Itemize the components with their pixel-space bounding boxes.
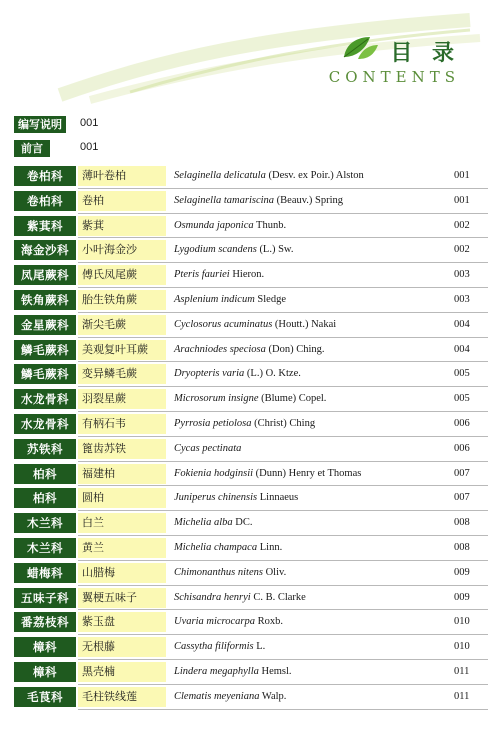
family-label: 紫萁科 <box>14 216 76 236</box>
latin-binomial: Schisandra henryi <box>174 591 251 603</box>
latin-binomial: Dryopteris varia <box>174 368 245 380</box>
page-number: 010 <box>454 641 470 653</box>
family-label: 毛茛科 <box>14 687 76 707</box>
scientific-name <box>174 191 343 211</box>
author-citation: Linn. <box>257 541 283 553</box>
scientific-name <box>174 588 306 608</box>
author-citation: C. B. Clarke <box>250 591 306 603</box>
scientific-name <box>174 340 325 360</box>
list-item[interactable] <box>14 338 488 363</box>
latin-binomial: Michelia champaca <box>174 541 258 553</box>
list-item[interactable] <box>14 263 488 288</box>
page-number: 001 <box>454 170 470 181</box>
page-number: 001 <box>454 194 470 206</box>
author-citation: (Houtt.) Nakai <box>272 318 337 330</box>
page-number: 010 <box>454 616 470 628</box>
page-number: 002 <box>454 244 470 256</box>
list-item[interactable] <box>14 486 488 511</box>
latin-binomial: Juniperus chinensis <box>174 492 258 504</box>
family-label: 柏科 <box>14 464 76 484</box>
list-item[interactable] <box>14 412 488 437</box>
list-item[interactable] <box>14 610 488 635</box>
family-label: 苏铁科 <box>14 439 76 459</box>
page-title: 目 录 <box>390 41 460 66</box>
list-item[interactable] <box>14 685 488 710</box>
author-citation: Oliv. <box>262 566 287 578</box>
chinese-name: 紫玉盘 <box>78 612 166 632</box>
chinese-name: 傅氏凤尾蕨 <box>78 265 166 285</box>
scientific-name <box>174 265 264 285</box>
chinese-name: 无根藤 <box>78 637 166 657</box>
family-label: 木兰科 <box>14 513 76 533</box>
latin-binomial: Asplenium indicum <box>174 293 255 305</box>
latin-binomial: Cassytha filiformis <box>174 641 254 653</box>
family-label: 水龙骨科 <box>14 389 76 409</box>
page-number: 011 <box>454 690 470 702</box>
chinese-name: 篦齿苏铁 <box>78 439 166 459</box>
intro-label: 编写说明 <box>14 116 66 133</box>
page-number: 008 <box>454 541 470 553</box>
author-citation: (Dunn) Henry et Thomas <box>253 467 362 479</box>
family-label: 鳞毛蕨科 <box>14 340 76 360</box>
scientific-name <box>174 488 298 508</box>
scientific-name <box>174 563 286 583</box>
author-citation: (L.) Sw. <box>256 244 294 256</box>
list-item[interactable] <box>14 214 488 239</box>
list-item[interactable] <box>14 536 488 561</box>
row-divider <box>78 709 488 710</box>
family-label: 金星蕨科 <box>14 315 76 335</box>
author-citation: (Blume) Copel. <box>258 393 327 405</box>
author-citation: Walp. <box>259 690 287 702</box>
chinese-name: 黄兰 <box>78 538 166 558</box>
contents-list <box>14 164 488 710</box>
latin-binomial: Arachniodes speciosa <box>174 343 266 355</box>
latin-binomial: Michelia alba <box>174 517 233 529</box>
list-item[interactable] <box>14 313 488 338</box>
page-number: 003 <box>454 293 470 305</box>
chinese-name: 美观复叶耳蕨 <box>78 340 166 360</box>
chinese-name: 山腊梅 <box>78 563 166 583</box>
scientific-name <box>174 637 265 657</box>
scientific-name <box>174 389 326 409</box>
page-subtitle: CONTENTS <box>328 68 460 86</box>
scientific-name <box>174 464 361 484</box>
scientific-name <box>174 414 315 434</box>
chinese-name: 白兰 <box>78 513 166 533</box>
page-number: 004 <box>454 318 470 330</box>
latin-binomial: Cycas pectinata <box>174 442 242 454</box>
chinese-name: 渐尖毛蕨 <box>78 315 166 335</box>
family-label: 鳞毛蕨科 <box>14 364 76 384</box>
list-item[interactable] <box>14 164 488 189</box>
list-item[interactable] <box>14 561 488 586</box>
chinese-name: 薄叶卷柏 <box>78 166 166 186</box>
intro-label: 前言 <box>14 140 50 157</box>
scientific-name <box>174 166 364 186</box>
author-citation: Sledge <box>254 293 286 305</box>
chinese-name: 羽裂星蕨 <box>78 389 166 409</box>
page-number: 002 <box>454 219 470 231</box>
author-citation: (Beauv.) Spring <box>274 194 344 206</box>
leaf-icon <box>340 33 380 61</box>
page-number: 009 <box>454 566 470 578</box>
page-number: 004 <box>454 343 470 355</box>
intro-page: 001 <box>80 141 99 153</box>
family-label: 海金沙科 <box>14 240 76 260</box>
family-label: 凤尾蕨科 <box>14 265 76 285</box>
family-label: 铁角蕨科 <box>14 290 76 310</box>
page-number: 009 <box>454 591 470 603</box>
scientific-name <box>174 364 301 384</box>
latin-binomial: Chimonanthus nitens <box>174 566 263 578</box>
chinese-name: 圆柏 <box>78 488 166 508</box>
list-item[interactable] <box>14 387 488 412</box>
page-number: 007 <box>454 467 470 479</box>
author-citation: (Don) Ching. <box>265 343 325 355</box>
list-item[interactable] <box>14 660 488 685</box>
chinese-name: 福建柏 <box>78 464 166 484</box>
chinese-name: 黑壳楠 <box>78 662 166 682</box>
page-number: 011 <box>454 665 470 677</box>
chinese-name: 胎生铁角蕨 <box>78 290 166 310</box>
author-citation: Linnaeus <box>257 492 299 504</box>
latin-binomial: Pteris fauriei <box>174 269 230 281</box>
chinese-name: 卷柏 <box>78 191 166 211</box>
family-label: 樟科 <box>14 662 76 682</box>
author-citation: Roxb. <box>254 616 283 628</box>
page-number: 003 <box>454 269 470 281</box>
family-label: 樟科 <box>14 637 76 657</box>
family-label: 五味子科 <box>14 588 76 608</box>
intro-item[interactable] <box>14 140 484 158</box>
latin-binomial: Lygodium scandens <box>174 244 257 256</box>
latin-binomial: Clematis meyeniana <box>174 690 260 702</box>
latin-binomial: Selaginella tamariscina <box>174 194 275 206</box>
family-label: 蜡梅科 <box>14 563 76 583</box>
author-citation: (Desv. ex Poir.) Alston <box>265 170 364 181</box>
page-number: 007 <box>454 492 470 504</box>
family-label: 水龙骨科 <box>14 414 76 434</box>
scientific-name <box>174 513 252 533</box>
page-number: 005 <box>454 393 470 405</box>
list-item[interactable] <box>14 586 488 611</box>
scientific-name <box>174 240 293 260</box>
scientific-name <box>174 439 241 459</box>
family-label: 木兰科 <box>14 538 76 558</box>
chinese-name: 紫萁 <box>78 216 166 236</box>
family-label: 番荔枝科 <box>14 612 76 632</box>
latin-binomial: Osmunda japonica <box>174 219 254 231</box>
page-number: 005 <box>454 368 470 380</box>
chinese-name: 小叶海金沙 <box>78 240 166 260</box>
latin-binomial: Selaginella delicatula <box>174 170 266 181</box>
scientific-name <box>174 687 286 707</box>
author-citation: L. <box>253 641 266 653</box>
author-citation: Hemsl. <box>258 665 292 677</box>
family-label: 柏科 <box>14 488 76 508</box>
scientific-name <box>174 662 292 682</box>
page-number: 006 <box>454 442 470 454</box>
list-item[interactable] <box>14 288 488 313</box>
chinese-name: 有柄石韦 <box>78 414 166 434</box>
author-citation: Thunb. <box>253 219 287 231</box>
scientific-name <box>174 612 283 632</box>
author-citation: DC. <box>232 517 253 529</box>
scientific-name <box>174 538 282 558</box>
intro-page: 001 <box>80 117 99 129</box>
intro-item[interactable] <box>14 116 484 134</box>
latin-binomial: Microsorum insigne <box>174 393 259 405</box>
list-item[interactable] <box>14 437 488 462</box>
list-item[interactable] <box>14 189 488 214</box>
latin-binomial: Cyclosorus acuminatus <box>174 318 273 330</box>
scientific-name <box>174 315 336 335</box>
latin-binomial: Lindera megaphylla <box>174 665 259 677</box>
author-citation: (L.) O. Ktze. <box>244 368 301 380</box>
family-label: 卷柏科 <box>14 191 76 211</box>
latin-binomial: Pyrrosia petiolosa <box>174 417 252 429</box>
list-item[interactable] <box>14 462 488 487</box>
page-number: 006 <box>454 417 470 429</box>
author-citation: (Christ) Ching <box>251 417 316 429</box>
list-item[interactable] <box>14 362 488 387</box>
scientific-name <box>174 290 286 310</box>
page-number: 008 <box>454 517 470 529</box>
chinese-name: 变异鳞毛蕨 <box>78 364 166 384</box>
family-label: 卷柏科 <box>14 166 76 186</box>
scientific-name <box>174 216 286 236</box>
list-item[interactable] <box>14 238 488 263</box>
list-item[interactable] <box>14 511 488 536</box>
author-citation: Hieron. <box>229 269 265 281</box>
latin-binomial: Uvaria microcarpa <box>174 616 255 628</box>
chinese-name: 毛柱铁线莲 <box>78 687 166 707</box>
latin-binomial: Fokienia hodginsii <box>174 467 254 479</box>
list-item[interactable] <box>14 635 488 660</box>
chinese-name: 翼梗五味子 <box>78 588 166 608</box>
